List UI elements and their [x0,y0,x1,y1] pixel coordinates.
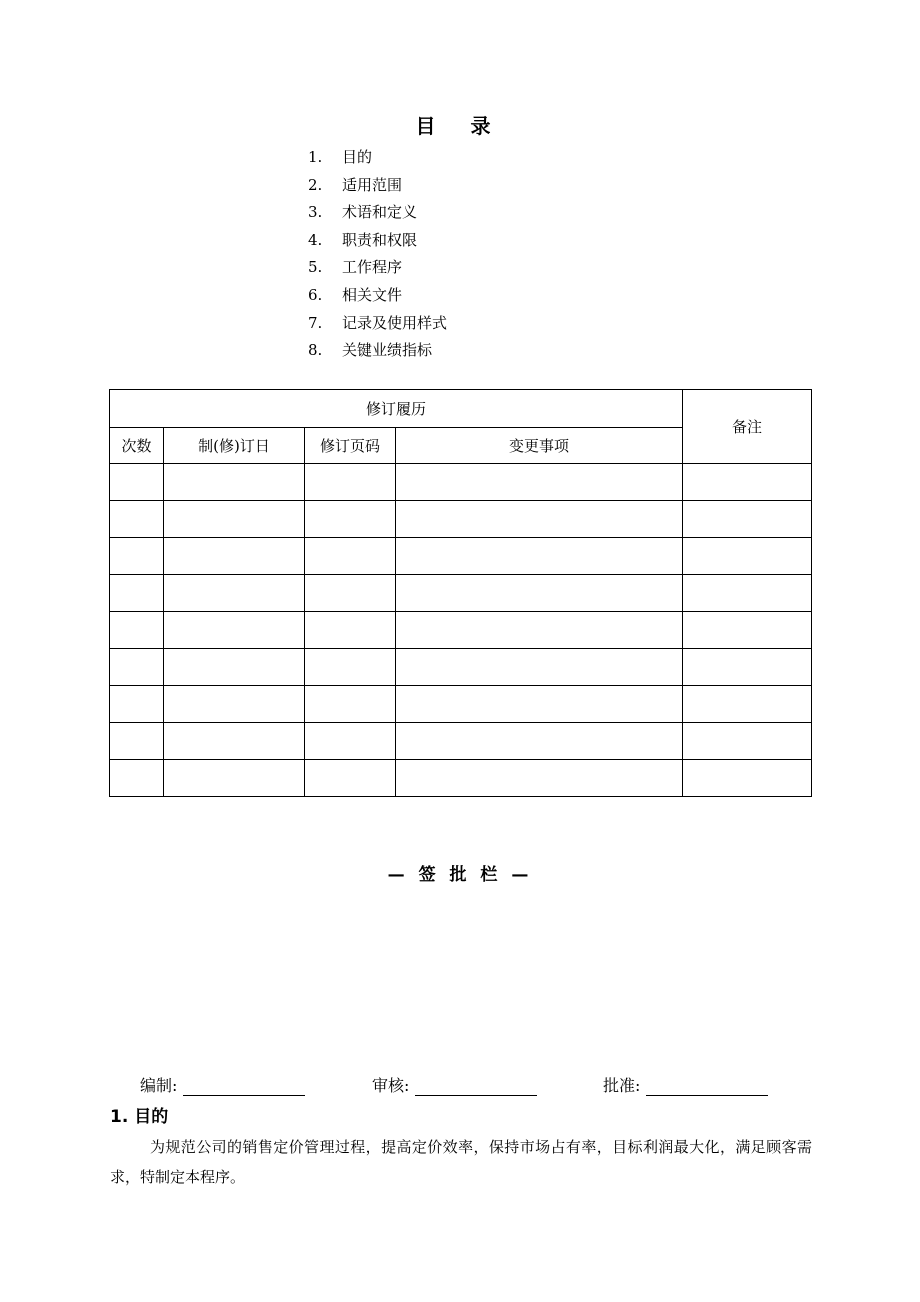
table-cell[interactable] [683,501,812,538]
table-cell[interactable] [164,538,305,575]
section-title-purpose: 1. 目的 [110,1107,169,1127]
toc-title: 目 录 [415,114,505,138]
table-cell[interactable] [683,760,812,797]
table-cell[interactable] [396,612,683,649]
toc-item [308,172,447,200]
signoff-prepared [140,1073,305,1096]
toc-item-label: 记录及使用样式 [342,313,448,332]
toc-item-label: 职责和权限 [342,230,418,249]
table-cell[interactable] [683,575,812,612]
table-row [110,464,812,501]
table-cell[interactable] [305,538,396,575]
signoff-approved-line[interactable] [646,1079,768,1096]
toc-item [308,144,447,172]
table-cell[interactable] [164,612,305,649]
toc-item [308,310,447,338]
signoff-approved-label: 批准: [603,1076,641,1095]
column-header-count: 次数 [110,428,164,464]
toc-item-number: 7. [308,313,323,332]
revision-history-header: 修订履历 [110,390,683,428]
table-cell[interactable] [164,686,305,723]
table-cell[interactable] [110,686,164,723]
table-cell[interactable] [110,723,164,760]
table-cell[interactable] [305,501,396,538]
table-cell[interactable] [110,575,164,612]
table-cell[interactable] [396,464,683,501]
table-row [110,538,812,575]
table-row [110,612,812,649]
table-cell[interactable] [305,686,396,723]
revision-history-table [109,389,812,797]
column-header-changes: 变更事项 [396,428,683,464]
table-cell[interactable] [396,723,683,760]
remarks-header: 备注 [683,390,812,464]
table-cell[interactable] [164,501,305,538]
table-row [110,723,812,760]
table-cell[interactable] [396,575,683,612]
table-cell[interactable] [305,723,396,760]
table-cell[interactable] [396,538,683,575]
signoff-title: — 签 批 栏 — [387,865,533,885]
table-cell[interactable] [110,538,164,575]
table-cell[interactable] [110,501,164,538]
table-cell[interactable] [305,649,396,686]
toc-item-number: 1. [308,148,323,166]
toc-item-number: 5. [308,258,323,277]
table-cell[interactable] [683,686,812,723]
table-cell[interactable] [164,464,305,501]
toc-item-number: 3. [308,203,323,222]
signoff-prepared-line[interactable] [183,1079,305,1096]
table-cell[interactable] [164,760,305,797]
toc-item-label: 适用范围 [342,175,403,194]
table-cell[interactable] [396,760,683,797]
toc-item [308,227,447,255]
toc-item-label: 工作程序 [342,258,403,277]
table-cell[interactable] [110,649,164,686]
toc-item-number: 4. [308,230,323,249]
column-header-pages: 修订页码 [305,428,396,464]
table-cell[interactable] [110,612,164,649]
table-cell[interactable] [305,464,396,501]
toc-item-label: 关键业绩指标 [342,341,433,360]
toc-item [308,282,447,310]
table-cell[interactable] [683,723,812,760]
table-cell[interactable] [396,501,683,538]
table-row [110,575,812,612]
table-cell[interactable] [305,575,396,612]
section-body-purpose: 为规范公司的销售定价管理过程，提高定价效率，保持市场占有率，目标利润最大化，满足顾客需求，特制定本程序。 [110,1138,812,1186]
table-cell[interactable] [305,612,396,649]
table-cell[interactable] [396,649,683,686]
table-row [110,501,812,538]
table-cell[interactable] [683,538,812,575]
table-cell[interactable] [164,723,305,760]
toc-item-number: 8. [308,341,323,360]
toc-item-number: 2. [308,175,323,194]
signoff-approved [603,1073,768,1096]
toc-item-label: 相关文件 [342,285,403,304]
toc-item-label: 目的 [342,148,373,166]
table-cell[interactable] [683,649,812,686]
toc-item [308,254,447,282]
table-cell[interactable] [164,649,305,686]
toc-item [308,199,447,227]
table-cell[interactable] [110,464,164,501]
signoff-prepared-label: 编制: [140,1076,178,1095]
table-cell[interactable] [110,760,164,797]
table-row [110,649,812,686]
signoff-reviewed-line[interactable] [415,1079,537,1096]
toc-item-label: 术语和定义 [342,203,418,222]
toc-item-number: 6. [308,285,323,304]
toc-list [308,144,447,365]
signoff-reviewed [372,1073,537,1096]
table-cell[interactable] [164,575,305,612]
table-row [110,760,812,797]
table-cell[interactable] [305,760,396,797]
signoff-reviewed-label: 审核: [372,1076,410,1095]
table-cell[interactable] [683,464,812,501]
table-row [110,686,812,723]
toc-item [308,337,447,365]
table-cell[interactable] [396,686,683,723]
table-cell[interactable] [683,612,812,649]
column-header-date: 制(修)订日 [164,428,305,464]
